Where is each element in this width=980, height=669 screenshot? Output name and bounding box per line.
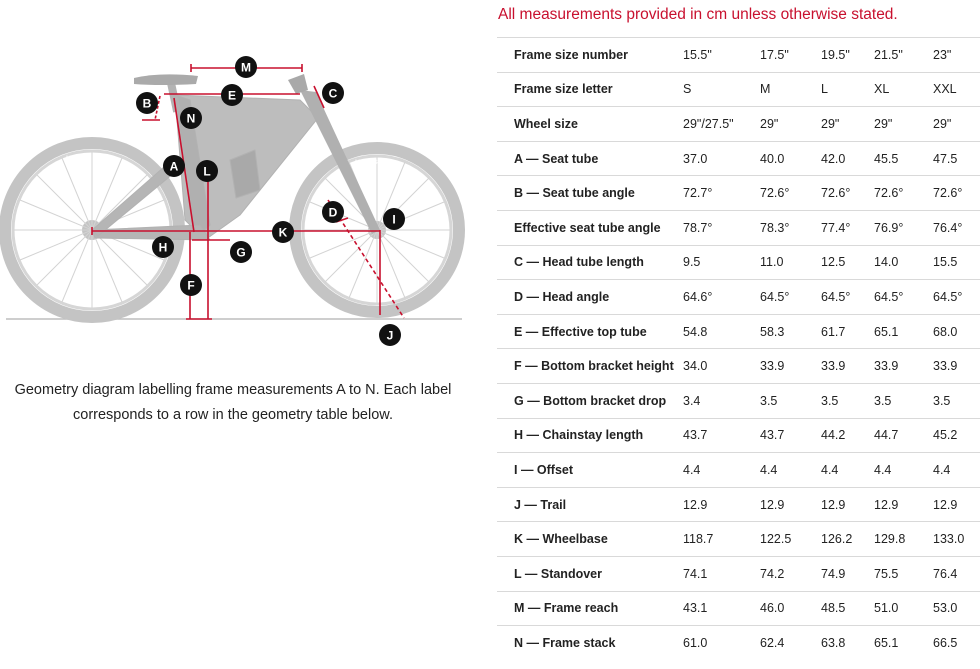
saddle xyxy=(134,74,198,85)
row-value: M xyxy=(760,82,771,97)
row-value: 61.7 xyxy=(821,324,846,339)
svg-text:F: F xyxy=(187,278,195,293)
svg-text:G: G xyxy=(236,245,246,260)
table-row xyxy=(497,72,980,107)
table-row xyxy=(497,107,980,142)
row-value: 48.5 xyxy=(821,601,846,616)
geometry-table-body xyxy=(497,38,980,661)
row-value: 12.9 xyxy=(760,497,785,512)
table-row xyxy=(497,176,980,211)
geometry-panel xyxy=(497,0,980,669)
svg-text:I: I xyxy=(392,212,396,227)
row-label: Effective seat tube angle xyxy=(514,220,661,235)
row-value: XXL xyxy=(933,82,957,97)
row-value: 29" xyxy=(874,116,893,131)
row-value: 118.7 xyxy=(683,532,714,547)
row-label: H — Chainstay length xyxy=(514,428,644,443)
row-value: 29"/27.5" xyxy=(683,116,734,131)
table-row xyxy=(497,591,980,626)
row-value: 68.0 xyxy=(933,324,958,339)
row-label: I — Offset xyxy=(514,462,574,477)
row-value: S xyxy=(683,82,692,97)
row-value: 3.5 xyxy=(933,393,951,408)
row-value: 62.4 xyxy=(760,636,785,651)
table-row xyxy=(497,38,980,73)
geometry-diagram xyxy=(0,40,470,360)
table-row xyxy=(497,626,980,661)
row-value: 126.2 xyxy=(821,532,853,547)
row-value: 12.5 xyxy=(821,255,846,270)
row-value: 29" xyxy=(760,116,779,131)
badge-l xyxy=(196,160,218,182)
svg-text:E: E xyxy=(227,88,237,103)
table-row xyxy=(497,522,980,557)
row-value: 19.5" xyxy=(821,47,850,62)
svg-text:A: A xyxy=(169,159,179,174)
row-label: Frame size number xyxy=(514,47,628,62)
front-tire-text: MAXXIS xyxy=(355,160,378,166)
row-value: 133.0 xyxy=(933,532,965,547)
badge-g xyxy=(230,241,252,263)
table-row xyxy=(497,141,980,176)
svg-text:B: B xyxy=(142,96,152,111)
table-row xyxy=(497,383,980,418)
diagram-caption: Geometry diagram labelling frame measurements A to N. Each label corresponds to a row in the geometry table below. xyxy=(14,382,452,423)
row-value: XL xyxy=(874,82,890,97)
row-value: 34.0 xyxy=(683,359,708,374)
row-value: 76.9° xyxy=(874,220,904,235)
row-value: 58.3 xyxy=(760,324,785,339)
row-label: N — Frame stack xyxy=(514,636,616,651)
row-value: 53.0 xyxy=(933,601,958,616)
row-value: 11.0 xyxy=(760,255,784,270)
row-value: 64.5° xyxy=(874,289,904,304)
row-value: 44.2 xyxy=(821,428,846,443)
row-value: 63.8 xyxy=(821,636,846,651)
row-value: 40.0 xyxy=(760,151,785,166)
row-value: 65.1 xyxy=(874,636,899,651)
row-value: 15.5" xyxy=(683,47,712,62)
row-value: 4.4 xyxy=(683,462,701,477)
row-value: L xyxy=(821,82,828,97)
row-value: 72.7° xyxy=(683,186,713,201)
row-value: 129.8 xyxy=(874,532,906,547)
row-value: 15.5 xyxy=(933,255,958,270)
row-value: 72.6° xyxy=(821,186,851,201)
svg-text:H: H xyxy=(158,240,168,255)
row-value: 66.5 xyxy=(933,636,958,651)
table-row xyxy=(497,245,980,280)
svg-text:N: N xyxy=(186,111,196,126)
row-value: 3.5 xyxy=(821,393,839,408)
svg-text:J: J xyxy=(386,328,394,343)
badge-j xyxy=(379,324,401,346)
row-value: 3.4 xyxy=(683,393,701,408)
row-value: 75.5 xyxy=(874,566,899,581)
row-value: 3.5 xyxy=(760,393,778,408)
row-value: 64.5° xyxy=(760,289,790,304)
table-row xyxy=(497,280,980,315)
row-value: 54.8 xyxy=(683,324,708,339)
row-label: B — Seat tube angle xyxy=(514,186,635,201)
stem xyxy=(288,74,308,94)
badge-d xyxy=(322,201,344,223)
svg-text:L: L xyxy=(203,164,211,179)
row-value: 64.5° xyxy=(933,289,963,304)
badge-k xyxy=(272,221,294,243)
row-label: A — Seat tube xyxy=(514,151,599,166)
table-row xyxy=(497,453,980,488)
row-label: L — Standover xyxy=(514,566,602,581)
badge-f xyxy=(180,274,202,296)
row-value: 77.4° xyxy=(821,220,851,235)
row-value: 64.5° xyxy=(821,289,851,304)
row-value: 29" xyxy=(821,116,840,131)
row-value: 4.4 xyxy=(874,462,892,477)
row-value: 46.0 xyxy=(760,601,785,616)
row-label: F — Bottom bracket height xyxy=(514,359,674,374)
row-value: 33.9 xyxy=(821,359,846,374)
row-label: K — Wheelbase xyxy=(514,532,608,547)
badge-n xyxy=(180,107,202,129)
row-value: 4.4 xyxy=(821,462,839,477)
badge-h xyxy=(152,236,174,258)
row-label: C — Head tube length xyxy=(514,255,644,270)
row-value: 9.5 xyxy=(683,255,701,270)
row-value: 74.9 xyxy=(821,566,846,581)
row-value: 61.0 xyxy=(683,636,708,651)
row-value: 78.7° xyxy=(683,220,713,235)
row-value: 47.5 xyxy=(933,151,958,166)
row-label: Wheel size xyxy=(514,116,578,131)
table-row xyxy=(497,556,980,591)
row-value: 12.9 xyxy=(874,497,899,512)
rear-tire-text: MAXXIS xyxy=(66,156,89,162)
row-value: 122.5 xyxy=(760,532,792,547)
row-value: 43.7 xyxy=(683,428,708,443)
geometry-table xyxy=(497,37,980,660)
row-value: 72.6° xyxy=(760,186,790,201)
badge-e xyxy=(221,84,243,106)
svg-text:C: C xyxy=(328,86,338,101)
row-value: 44.7 xyxy=(874,428,899,443)
row-value: 14.0 xyxy=(874,255,899,270)
row-value: 4.4 xyxy=(933,462,951,477)
badge-c xyxy=(322,82,344,104)
units-note: All measurements provided in cm unless otherwise stated. xyxy=(498,6,898,23)
row-value: 74.1 xyxy=(683,566,708,581)
row-value: 33.9 xyxy=(760,359,785,374)
row-value: 43.1 xyxy=(683,601,708,616)
row-value: 74.2 xyxy=(760,566,785,581)
row-label: Frame size letter xyxy=(514,82,613,97)
row-value: 42.0 xyxy=(821,151,846,166)
row-value: 76.4 xyxy=(933,566,958,581)
row-label: G — Bottom bracket drop xyxy=(514,393,667,408)
row-value: 78.3° xyxy=(760,220,790,235)
row-value: 12.9 xyxy=(821,497,846,512)
table-row xyxy=(497,210,980,245)
row-value: 76.4° xyxy=(933,220,963,235)
row-value: 29" xyxy=(933,116,952,131)
row-value: 4.4 xyxy=(760,462,778,477)
svg-text:K: K xyxy=(278,225,288,240)
badge-a xyxy=(163,155,185,177)
row-value: 17.5" xyxy=(760,47,789,62)
row-value: 51.0 xyxy=(874,601,899,616)
row-value: 33.9 xyxy=(874,359,899,374)
row-value: 21.5" xyxy=(874,47,903,62)
svg-text:M: M xyxy=(241,60,251,75)
row-value: 45.5 xyxy=(874,151,899,166)
row-value: 33.9 xyxy=(933,359,958,374)
table-row xyxy=(497,418,980,453)
table-row xyxy=(497,487,980,522)
badge-b xyxy=(136,92,158,114)
row-value: 72.6° xyxy=(874,186,904,201)
row-value: 3.5 xyxy=(874,393,892,408)
svg-text:D: D xyxy=(328,205,338,220)
table-row xyxy=(497,314,980,349)
row-value: 45.2 xyxy=(933,428,958,443)
row-value: 64.6° xyxy=(683,289,713,304)
badge-i xyxy=(383,208,405,230)
row-label: M — Frame reach xyxy=(514,601,619,616)
row-value: 12.9 xyxy=(933,497,958,512)
row-label: D — Head angle xyxy=(514,289,610,304)
row-label: J — Trail xyxy=(514,497,567,512)
table-row xyxy=(497,349,980,384)
row-value: 72.6° xyxy=(933,186,963,201)
row-label: E — Effective top tube xyxy=(514,324,647,339)
row-value: 23" xyxy=(933,47,952,62)
diagram-panel xyxy=(0,0,470,669)
row-value: 12.9 xyxy=(683,497,708,512)
row-value: 43.7 xyxy=(760,428,785,443)
row-value: 37.0 xyxy=(683,151,708,166)
row-value: 65.1 xyxy=(874,324,899,339)
badge-m xyxy=(235,56,257,78)
